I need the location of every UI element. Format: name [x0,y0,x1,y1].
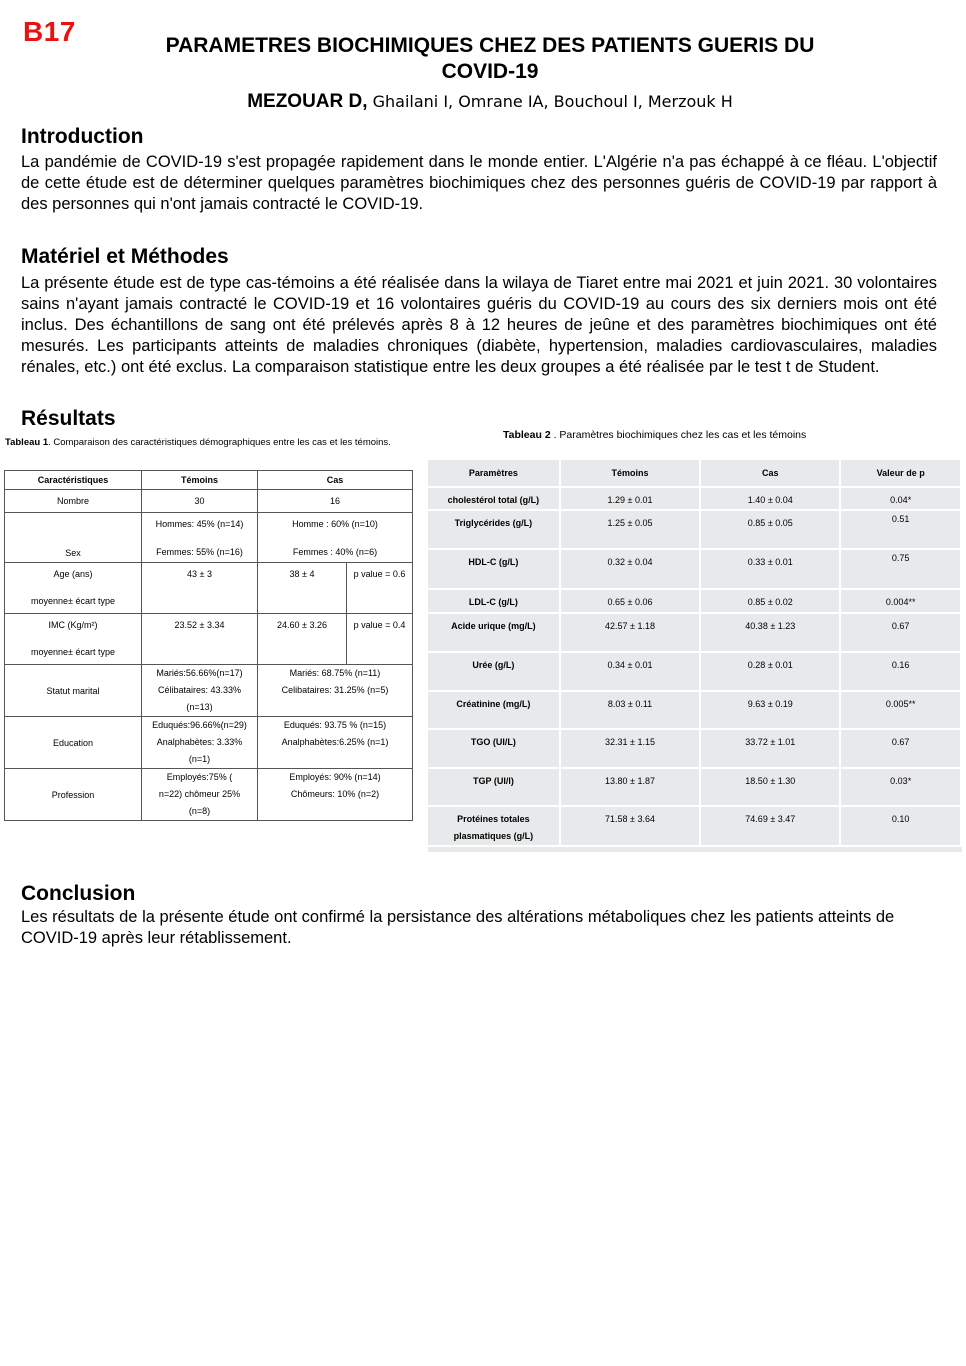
cell-line: 0.85 ± 0.02 [747,597,793,607]
table-cell [561,653,701,692]
cell-line: IMC (Kg/m²) [48,620,98,630]
table-cell [428,653,561,692]
biochemistry-table [428,460,962,847]
cell-line: moyenne± écart type [31,647,115,657]
table-cell [561,488,701,511]
cell-line: plasmatiques (g/L) [453,831,534,841]
table-cell [258,614,347,665]
cell-line: Triglycérides (g/L) [454,518,533,528]
table-cell [428,769,561,807]
first-author: MEZOUAR D, [247,91,368,112]
table-cell: Education [5,717,142,769]
cell-line: 32.31 ± 1.15 [605,737,656,747]
cell-line: (n=1) [188,754,211,764]
cell-line: 0.005** [885,699,916,709]
cell-line: Analphabètes:6.25% (n=1) [281,737,389,747]
cell-line: Eduqués:96.66%(n=29) [152,720,247,730]
table-cell [561,590,701,614]
cell-line: 18.50 ± 1.30 [745,776,796,786]
table1-caption-label: Tableau 1 [5,437,49,448]
table-row [428,653,962,692]
table-cell [5,563,142,614]
cell-line: Age (ans) [53,569,93,579]
cell-line: 0.28 ± 0.01 [747,660,793,670]
cell-line: Femmes: 55% (n=16) [156,547,243,557]
table-cell [701,692,841,730]
table-cell: Nombre [5,490,142,513]
table-row [5,490,413,513]
cell-line: 0.33 ± 0.01 [747,557,793,567]
cell-line: 0.16 [891,660,910,670]
table1-caption-text: . Comparaison des caractéristiques démographiques entre les cas et les témoins. [48,437,391,448]
cell-line: Femmes : 40% (n=6) [292,547,378,557]
table-cell [347,614,413,665]
table-cell [561,511,701,550]
cell-line: LDL-C (g/L) [468,597,518,607]
table-header-row [428,460,962,488]
conclusion-heading: Conclusion [21,882,136,905]
table-row [5,717,413,769]
introduction-heading: Introduction [21,125,144,148]
cell-line: n=22) chômeur 25% [158,789,241,799]
table-cell [701,653,841,692]
table-cell [841,511,962,550]
cell-line: 42.57 ± 1.18 [605,621,656,631]
cell-line: (n=8) [188,806,211,816]
table-cell [142,717,258,769]
table2-body [428,488,962,847]
table-cell [841,653,962,692]
cell-line: TGP (UI/l) [472,776,514,786]
co-authors: Ghailani I, Omrane IA, Bouchoul I, Merzouk H [367,92,733,111]
table-cell: 16 [258,490,413,513]
table-row [5,513,413,563]
cell-line: 0.32 ± 0.04 [607,557,653,567]
conclusion-text: Les résultats de la présente étude ont confirmé la persistance des altérations métaboliques chez les patients atteints de COVID-19 après leur rétablissement. [21,908,895,947]
table-header-cell: Valeur de p [841,460,962,488]
table-row [428,692,962,730]
cell-line: Employés:75% ( [166,772,233,782]
table-row [428,730,962,769]
cell-line: p value = 0.6 [353,569,406,579]
table-cell [258,665,413,717]
poster-title [110,33,870,85]
table-cell [701,511,841,550]
methods-heading: Matériel et Méthodes [21,245,229,268]
cell-line: 1.40 ± 0.04 [747,495,793,505]
table-cell [142,614,258,665]
demographics-table [4,470,413,821]
table-cell [5,513,142,563]
table-cell [701,590,841,614]
table-cell [561,614,701,653]
table-header-cell: Témoins [561,460,701,488]
cell-line: p value = 0.4 [353,620,406,630]
table-cell [347,563,413,614]
cell-line: Homme : 60% (n=10) [292,519,378,529]
poster-code: B17 [23,16,76,47]
cell-line: 24.60 ± 3.26 [277,620,327,630]
table-cell [258,717,413,769]
cell-line: TGO (UI/L) [470,737,516,747]
table-cell [841,692,962,730]
cell-line: (n=13) [186,702,213,712]
cell-line: Analphabètes: 3.33% [156,737,243,747]
table-cell [561,550,701,590]
table-header-cell: Cas [701,460,841,488]
cell-line: 0.51 [891,514,910,524]
cell-line: 0.75 [891,553,910,563]
table-cell [428,807,561,847]
cell-line: 0.65 ± 0.06 [607,597,653,607]
cell-line: 0.67 [891,621,910,631]
cell-line: 40.38 ± 1.23 [745,621,796,631]
table-cell [701,807,841,847]
table-row [428,769,962,807]
table-row [428,614,962,653]
cell-line: 0.03* [890,776,912,786]
table-cell [428,511,561,550]
cell-line: 23.52 ± 3.34 [174,620,225,630]
cell-line: 0.04* [890,495,912,505]
table-cell [561,730,701,769]
table-cell [428,488,561,511]
table-cell [142,513,258,563]
table-row [428,807,962,847]
cell-line: Mariés: 68.75% (n=11) [289,668,381,678]
table-row [5,665,413,717]
table2-caption-text: . Paramètres biochimiques chez les cas et les témoins [550,429,807,441]
table2-caption [503,429,806,441]
table-cell [428,590,561,614]
table-cell [428,692,561,730]
table-cell: Statut marital [5,665,142,717]
table-cell: Profession [5,769,142,821]
table-cell [841,590,962,614]
title-line-1: PARAMETRES BIOCHIMIQUES CHEZ DES PATIENTS GUERIS DU [165,34,815,57]
cell-line: 0.004** [885,597,916,607]
cell-line: 74.69 ± 3.47 [745,814,796,824]
table-cell [701,730,841,769]
table-cell [142,769,258,821]
table1-caption [5,437,391,448]
cell-line: 71.58 ± 3.64 [605,814,656,824]
cell-line: 9.63 ± 0.19 [747,699,793,709]
table-cell [701,614,841,653]
cell-line: Acide urique (mg/L) [451,621,536,631]
table-cell [561,769,701,807]
cell-line: Mariés:56.66%(n=17) [156,668,243,678]
table-cell [841,769,962,807]
table-cell [701,550,841,590]
cell-line: 0.85 ± 0.05 [747,518,793,528]
cell-line: Celibataires: 31.25% (n=5) [281,685,389,695]
cell-line: Protéines totales [457,814,530,824]
table-row [5,614,413,665]
table-cell [841,730,962,769]
table-cell [142,665,258,717]
table-cell [142,563,258,614]
cell-line: 33.72 ± 1.01 [745,737,796,747]
introduction-text: La pandémie de COVID-19 s'est propagée rapidement dans le monde entier. L'Algérie n'a pas échappé à ce fléau. L'objectif de cette étude est de déterminer quelques paramètres biochimiques chez des personnes guéris de COVID-19 par rapport à des personnes qui n'ont jamais contracté le COVID-19. [21,153,937,213]
cell-line: Employés: 90% (n=14) [289,772,381,782]
table-cell [841,488,962,511]
table-cell [841,807,962,847]
cell-line: 43 ± 3 [187,569,212,579]
cell-line: Sex [65,548,81,558]
results-heading: Résultats [21,407,116,430]
cell-line: 1.29 ± 0.01 [607,495,653,505]
cell-line: 8.03 ± 0.11 [607,699,653,709]
cell-line: 13.80 ± 1.87 [605,776,656,786]
table-cell [841,614,962,653]
cell-line: Chômeurs: 10% (n=2) [290,789,380,799]
table-row [5,769,413,821]
table-row [428,488,962,511]
table-row [428,590,962,614]
cell-line: Eduqués: 93.75 % (n=15) [283,720,387,730]
table-cell [428,614,561,653]
table2-caption-label: Tableau 2 [503,429,551,441]
table-header-cell: Caractéristiques [5,471,142,490]
title-line-2: COVID-19 [441,60,539,83]
cell-line: 1.25 ± 0.05 [607,518,653,528]
table-cell [428,550,561,590]
table-cell [701,488,841,511]
cell-line: 0.34 ± 0.01 [607,660,653,670]
table-cell [258,563,347,614]
table-cell [561,807,701,847]
methods-text: La présente étude est de type cas-témoins a été réalisée dans la wilaya de Tiaret entre mai 2021 et juin 2021. 30 volontaires sains n'ayant jamais contracté le COVID-19 et 16 volontaires guéris du COVID-19 au cours des six derniers mois ont été inclus. Des échantillons de sang ont été prélevés après 8 à 12 heures de jeûne et des paramètres biochimiques ont été mesurés. Les participants atteints de maladies chroniques (diabète, hypertension, maladies cardiovasculaires, maladies rénales, etc.) ont été exclus. La comparaison statistique entre les deux groupes a été réalisée par le test t de Student. [21,274,937,376]
authors [110,91,870,113]
cell-line: Célibataires: 43.33% [157,685,242,695]
table-header-cell: Cas [258,471,413,490]
table-header-cell: Paramètres [428,460,561,488]
table-cell [561,692,701,730]
table-cell [701,769,841,807]
cell-line: Urée (g/L) [472,660,515,670]
cell-line: 0.67 [891,737,910,747]
cell-line: Créatinine (mg/L) [456,699,531,709]
table-header-cell: Témoins [142,471,258,490]
table-row [5,563,413,614]
table-cell [5,614,142,665]
cell-line: 0.10 [891,814,910,824]
cell-line: 38 ± 4 [289,569,315,579]
table-cell [841,550,962,590]
cell-line: Hommes: 45% (n=14) [155,519,244,529]
cell-line: cholestérol total (g/L) [447,495,540,505]
cell-line: moyenne± écart type [31,596,115,606]
table-header-row [5,471,413,490]
table-cell [428,730,561,769]
table-cell [258,769,413,821]
table-row [428,511,962,550]
table-row [428,550,962,590]
cell-line: HDL-C (g/L) [468,557,519,567]
table-cell [258,513,413,563]
table-cell: 30 [142,490,258,513]
